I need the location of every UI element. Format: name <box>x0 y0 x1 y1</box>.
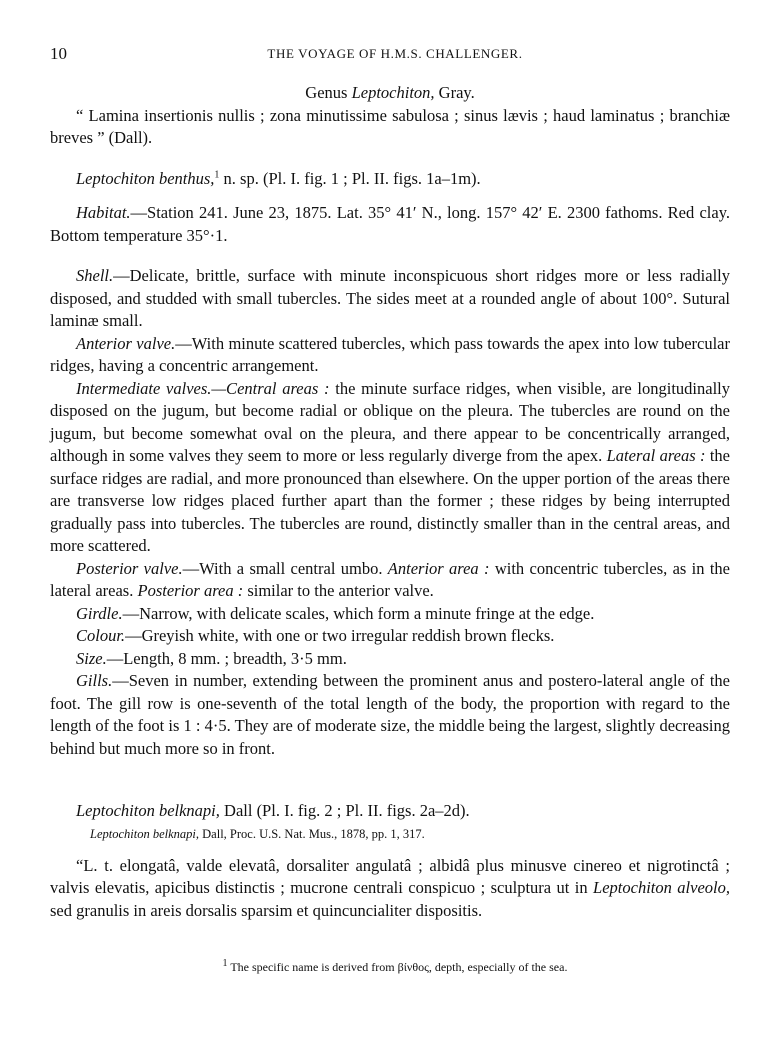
body-text <box>50 82 730 922</box>
posterior-text-1: —With a small central umbo. <box>182 558 388 578</box>
girdle-paragraph <box>50 603 730 626</box>
genus-diagnosis: “ Lamina insertionis nullis ; zona minutissime sabulosa ; sinus lævis ; haud laminatus ; branchiæ breves ” (Dall). <box>50 105 730 147</box>
species1-heading <box>50 168 730 191</box>
lateral-areas-label: Lateral areas : <box>606 446 706 465</box>
colour-label: Colour. <box>76 626 126 645</box>
footnote <box>50 960 740 975</box>
species2-diagnosis-italic: Leptochiton alveolo, <box>593 878 730 897</box>
girdle-text: —Narrow, with delicate scales, which form a minute fringe at the edge. <box>122 603 595 623</box>
gills-paragraph <box>50 670 730 760</box>
species2-rest: Dall (Pl. I. fig. 2 ; Pl. II. figs. 2a–2d). <box>219 801 470 820</box>
shell-text: —Delicate, brittle, surface with minute inconspicuous short ridges more or less radially disposed, and studded with small tubercles. The sides meet at a rounded angle of about 100°. Sutural laminæ small. <box>50 266 730 330</box>
species2-reference <box>50 825 730 843</box>
page-number: 10 <box>50 44 67 63</box>
species2-diagnosis-text-2: sed granulis in areis dorsalis sparsim et quincuncialiter dispositis. <box>50 900 483 920</box>
species2-ref-rest: Dall, Proc. U.S. Nat. Mus., 1878, pp. 1, 317. <box>199 826 425 841</box>
habitat-label: Habitat. <box>76 203 131 222</box>
anterior-area-label: Anterior area : <box>387 558 490 578</box>
posterior-valve-label: Posterior valve. <box>76 558 183 578</box>
posterior-text-3: similar to the anterior valve. <box>243 581 434 600</box>
species2-ref-name: Leptochiton belknapi, <box>90 826 200 841</box>
gills-text: —Seven in number, extending between the prominent anus and postero-lateral angle of the foot. The gill row is one-seventh of the total length of the body, the proportion with regard to the length of the foot is 1 : 4·5. They are of moderate size, the middle being the largest, slightly decreasing behind but much more so in front. <box>50 671 730 758</box>
species2-name: Leptochiton belknapi, <box>76 801 220 820</box>
intermediate-valves-label: Intermediate valves.—Central areas : <box>76 378 330 398</box>
gills-label: Gills. <box>76 671 113 690</box>
intermediate-text-1: the minute surface ridges, when visible, are longitudinally disposed on the jugum, but become radial or oblique on the pleura. The tubercles are round on the jugum, but become somewhat oval on the pleura, and there appear to be concentrically arranged, although in some valves they seem to more or less regularly diverge from the apex. <box>50 378 730 465</box>
shell-paragraph <box>50 265 730 333</box>
anterior-valve-text: —With minute scattered tubercles, which pass towards the apex into low tubercular ridges, having a concentric arrangement. <box>50 333 731 375</box>
species1-name: Leptochiton benthus, <box>76 168 215 188</box>
species2-heading <box>50 800 730 823</box>
running-head: THE VOYAGE OF H.M.S. CHALLENGER. <box>267 46 523 61</box>
intermediate-valves-paragraph <box>50 378 730 558</box>
footnote-number: 1 <box>222 958 228 969</box>
genus-name: Leptochiton, <box>351 83 435 102</box>
posterior-area-label: Posterior area : <box>137 581 244 600</box>
page-header <box>50 44 740 68</box>
genus-heading <box>50 82 730 105</box>
genus-prefix: Genus <box>305 83 348 102</box>
colour-text: —Greyish white, with one or two irregular reddish brown flecks. <box>125 626 555 645</box>
intermediate-text-2: the surface ridges are radial, and more pronounced than elsewhere. On the upper portion of the areas there are transverse low ridges placed further apart than the former ; these ridges by being interrupted gradually pass into tubercles. The tubercles are round, distinctly smaller than in the central areas, and more scattered. <box>50 446 730 555</box>
species2-diagnosis-text-1: “L. t. elongatâ, valde elevatâ, dorsaliter angulatâ ; albidâ plus minusve cinereo et nigrotinctâ ; valvis elevatis, apicibus distinctis ; mucrone centrali conspicuo ; sculptura ut in <box>50 855 730 897</box>
posterior-text-2: with concentric tubercles, as in the lateral areas. <box>50 558 730 600</box>
genus-author: Gray. <box>438 83 475 102</box>
anterior-valve-label: Anterior valve. <box>76 333 176 353</box>
size-paragraph <box>50 648 730 671</box>
footnote-mark: 1 <box>214 169 220 180</box>
size-label: Size. <box>76 648 107 668</box>
shell-label: Shell. <box>76 266 114 285</box>
habitat-paragraph <box>50 202 730 247</box>
anterior-valve-paragraph <box>50 333 730 378</box>
species1-rest: n. sp. (Pl. I. fig. 1 ; Pl. II. figs. 1a–1m). <box>219 168 481 188</box>
habitat-text: —Station 241. June 23, 1875. Lat. 35° 41′ N., long. 157° 42′ E. 2300 fathoms. Red clay. Bottom temperature 35°·1. <box>50 203 730 245</box>
girdle-label: Girdle. <box>76 603 123 623</box>
size-text: —Length, 8 mm. ; breadth, 3·5 mm. <box>106 648 347 668</box>
species2-diagnosis <box>50 855 730 923</box>
footnote-text: The specific name is derived from βίνθος, depth, especially of the sea. <box>227 960 568 974</box>
posterior-valve-paragraph <box>50 558 730 603</box>
colour-paragraph <box>50 625 730 648</box>
